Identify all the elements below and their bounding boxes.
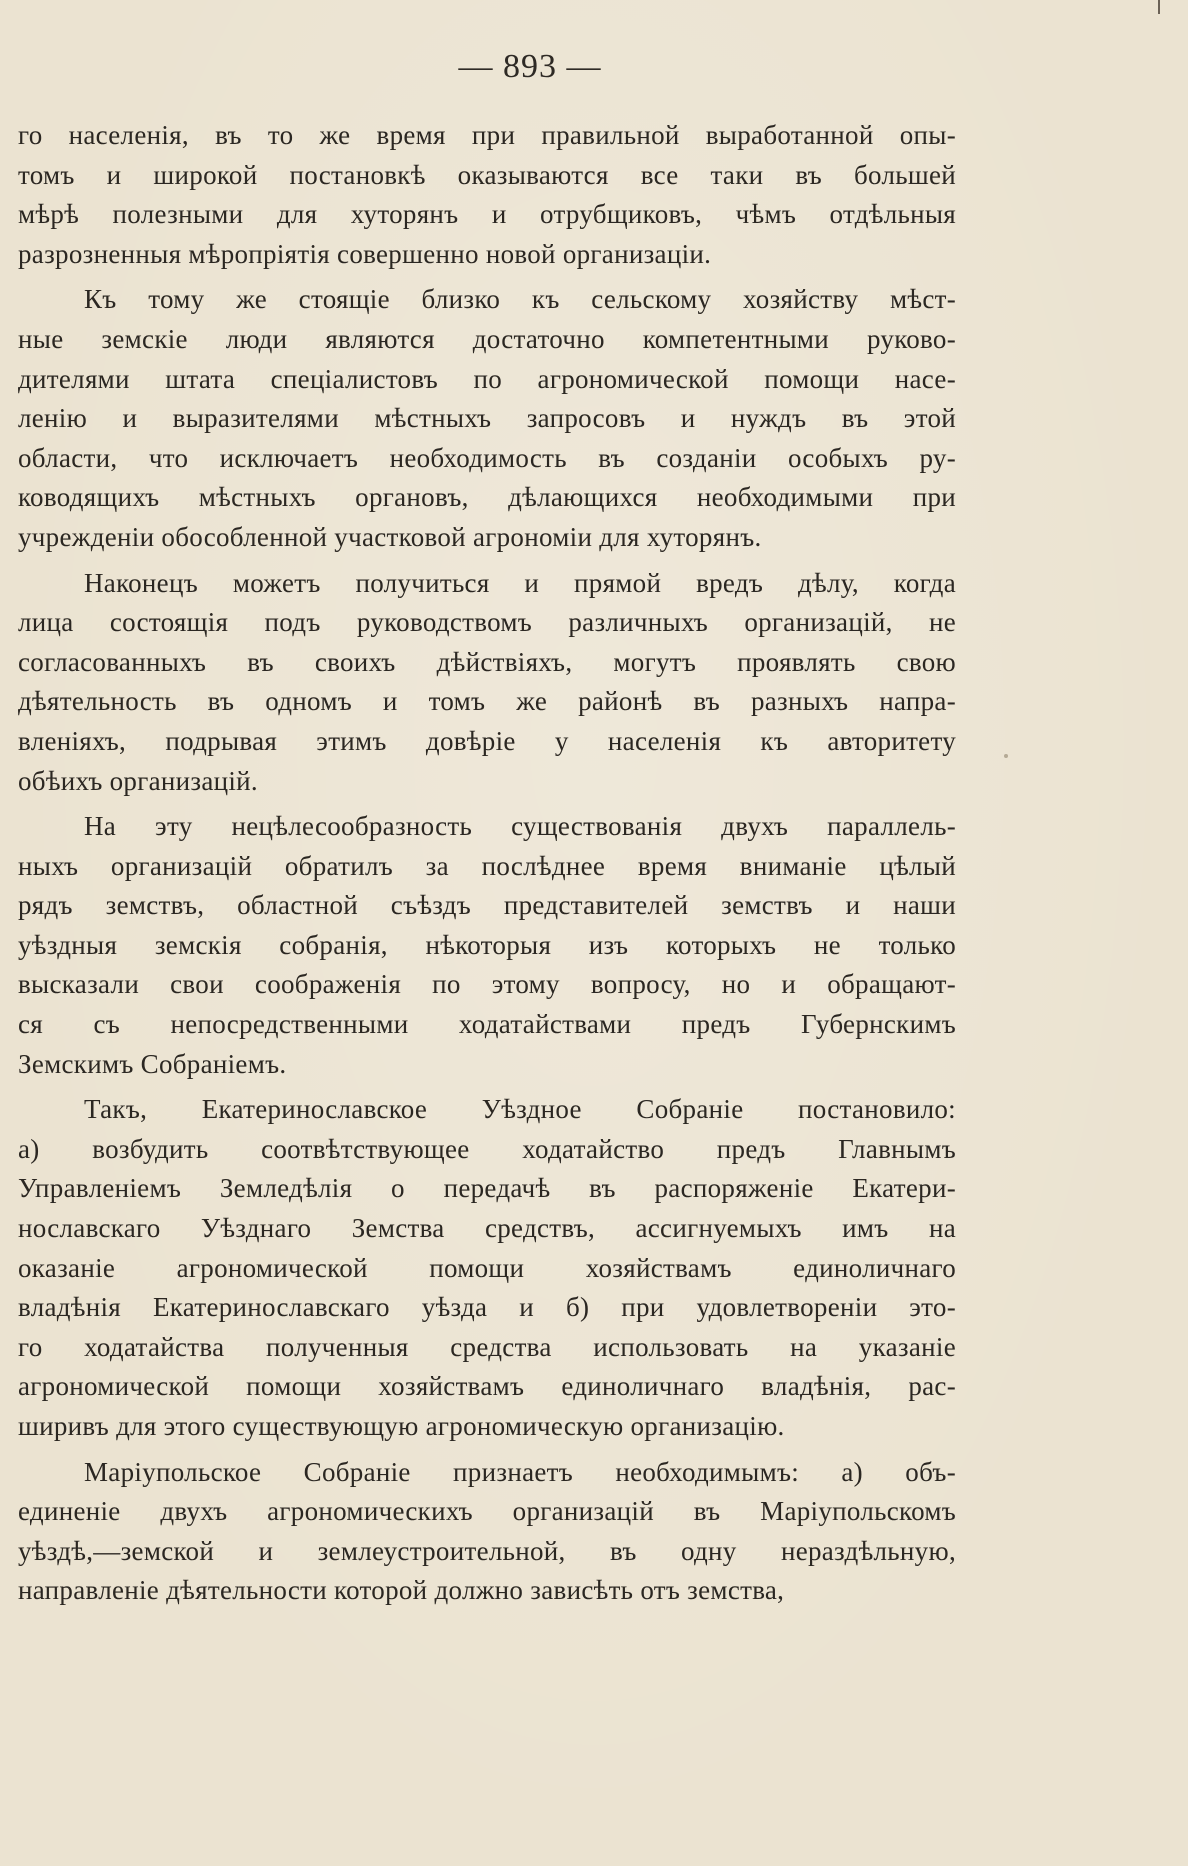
text-line: нославскаго Уѣзднаго Земства средствъ, ассигнуемыхъ имъ на xyxy=(18,1213,956,1244)
paragraph xyxy=(18,280,956,557)
text-line: лица состоящія подъ руководствомъ различныхъ организацій, не xyxy=(18,607,956,638)
text-line: мѣрѣ полезными для хуторянъ и отрубщиковъ, чѣмъ отдѣльныя xyxy=(18,199,956,230)
text-line: разрозненныя мѣропріятія совершенно новой организаціи. xyxy=(18,238,712,269)
text-line: ные земскіе люди являются достаточно компетентными руково- xyxy=(18,323,956,354)
text-line: единеніе двухъ агрономическихъ организацій въ Маріупольскомъ xyxy=(18,1496,956,1527)
text-line: уѣздѣ,—земской и землеустроительной, въ одну нераздѣльную, xyxy=(18,1535,956,1566)
text-line: Земскимъ Собраніемъ. xyxy=(18,1048,287,1079)
text-line: томъ и широкой постановкѣ оказываются все таки въ большей xyxy=(18,159,956,190)
page-number: — 893 — xyxy=(458,48,602,85)
body-text xyxy=(18,116,956,1617)
text-line: Такъ, Екатеринославское Уѣздное Собраніе постановило: xyxy=(84,1094,956,1125)
text-line: ленію и выразителями мѣстныхъ запросовъ и нуждъ въ этой xyxy=(18,403,956,434)
paragraph xyxy=(18,116,956,274)
text-line: высказали свои соображенія по этому вопросу, но и обращают- xyxy=(18,969,956,1000)
paragraph xyxy=(18,807,956,1084)
text-line: Наконецъ можетъ получиться и прямой вредъ дѣлу, когда xyxy=(84,567,956,598)
text-line: уѣздныя земскія собранія, нѣкоторыя изъ которыхъ не только xyxy=(18,929,956,960)
text-line: рядъ земствъ, областной съѣздъ представителей земствъ и наши xyxy=(18,890,956,921)
text-line: Къ тому же стоящіе близко къ сельскому хозяйству мѣст- xyxy=(84,284,956,315)
text-line: го ходатайства полученныя средства использовать на указаніе xyxy=(18,1331,956,1362)
text-line: Управленіемъ Земледѣлія о передачѣ въ распоряженіе Екатери- xyxy=(18,1173,956,1204)
text-line: а) возбудить соотвѣтствующее ходатайство предъ Главнымъ xyxy=(18,1133,956,1164)
text-line: го населенія, въ то же время при правильной выработанной опы- xyxy=(18,120,956,150)
text-line: Маріупольское Собраніе признаетъ необходимымъ: а) объ- xyxy=(84,1456,956,1487)
text-line: обѣихъ организацій. xyxy=(18,765,258,796)
paragraph xyxy=(18,564,956,802)
text-line: направленіе дѣятельности которой должно зависѣть отъ земства, xyxy=(18,1575,785,1606)
text-line: агрономической помощи хозяйствамъ единоличнаго владѣнія, рас- xyxy=(18,1371,956,1402)
text-line: На эту нецѣлесообразность существованія двухъ параллель- xyxy=(84,811,956,842)
text-line: ныхъ организацій обратилъ за послѣднее время вниманіе цѣлый xyxy=(18,850,956,881)
text-line: области, что исключаетъ необходимость въ созданіи особыхъ ру- xyxy=(18,442,956,473)
text-line: ся съ непосредственными ходатайствами предъ Губернскимъ xyxy=(18,1009,956,1040)
text-line: учрежденіи обособленной участковой агрономіи для хуторянъ. xyxy=(18,521,762,552)
paragraph xyxy=(18,1453,956,1611)
text-line: дѣятельность въ одномъ и томъ же районѣ въ разныхъ напра- xyxy=(18,686,956,717)
scan-edge-mark xyxy=(1158,0,1160,14)
text-line: ководящихъ мѣстныхъ органовъ, дѣлающихся необходимыми при xyxy=(18,482,956,513)
text-line: ширивъ для этого существующую агрономическую организацію. xyxy=(18,1411,785,1441)
scan-speck xyxy=(1004,754,1008,758)
text-line: дителями штата спеціалистовъ по агрономической помощи насе- xyxy=(18,363,956,394)
paragraph xyxy=(18,1090,956,1446)
text-line: вленіяхъ, подрывая этимъ довѣріе у населенія къ авторитету xyxy=(18,725,956,756)
text-line: владѣнія Екатеринославскаго уѣзда и б) при удовлетвореніи это- xyxy=(18,1292,956,1323)
text-line: согласованныхъ въ своихъ дѣйствіяхъ, могутъ проявлять свою xyxy=(18,646,956,677)
text-line: оказаніе агрономической помощи хозяйствамъ единоличнаго xyxy=(18,1252,956,1283)
